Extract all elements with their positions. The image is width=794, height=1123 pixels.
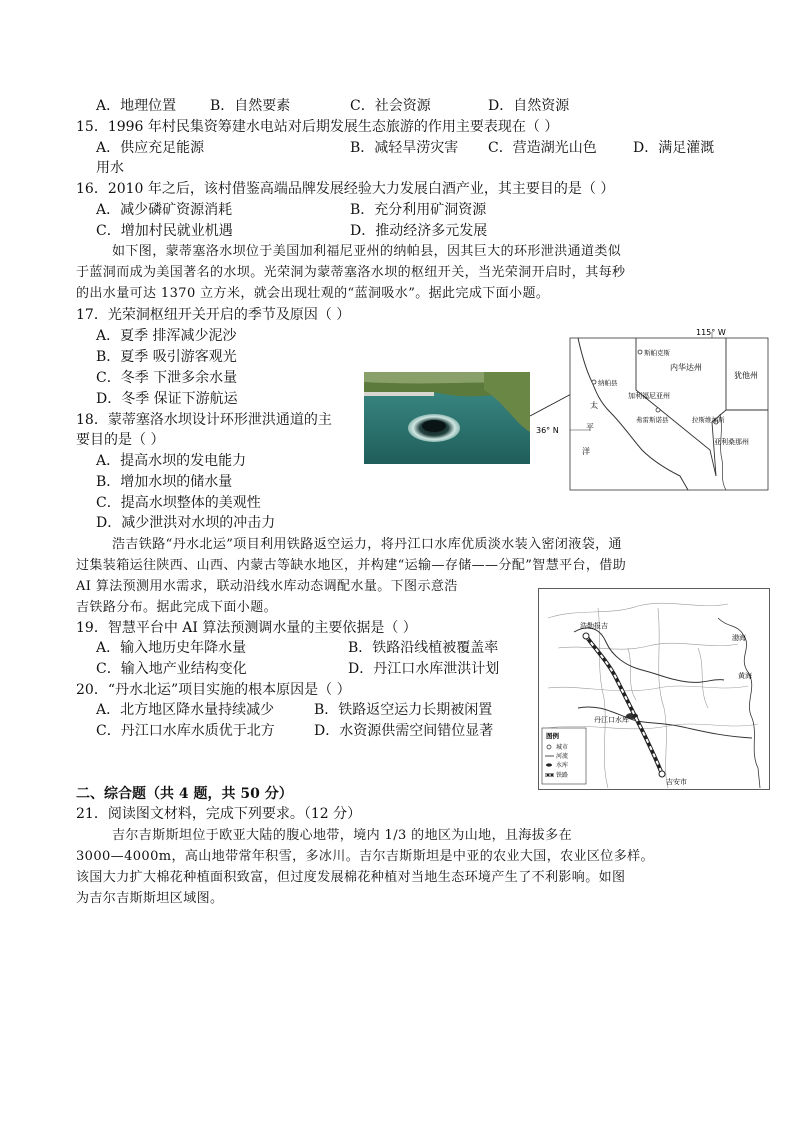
q19-option-c: C．输入地产业结构变化 xyxy=(96,661,247,677)
q15-option-d-cont: 用水 xyxy=(96,160,124,176)
haolebaoji-city-marker xyxy=(583,633,589,639)
q15-option-d: D．满足灌溉 xyxy=(633,140,715,156)
passage3-line1: 浩吉铁路“丹水北运”项目利用铁路返空运力，将丹江口水库优质淡水装入密闭液袋，通 xyxy=(112,537,622,552)
section2-title: 二、综合题（共 4 题，共 50 分） xyxy=(76,786,293,802)
q21-line2: 3000—4000m，高山地带常年积雪，多冰川。吉尔吉斯斯坦是中亚的农业大国，农业区位多样。 xyxy=(76,849,654,864)
haolebaoji-label: 浩勒报吉 xyxy=(580,622,608,630)
q18-option-d: D．减少泄洪对水坝的冲击力 xyxy=(96,515,276,531)
q18-option-a: A．提高水坝的发电能力 xyxy=(96,453,247,469)
passage3-line4: 吉铁路分布。据此完成下面小题。 xyxy=(76,600,278,615)
utah-label: 犹他州 xyxy=(734,371,758,380)
california-label: 加利福尼亚州 xyxy=(628,392,670,400)
legend-rail: 铁路 xyxy=(556,772,569,779)
q15-option-b: B．减轻旱涝灾害 xyxy=(350,140,459,156)
q15-option-a: A．供应充足能源 xyxy=(96,140,205,156)
q17-option-c: C．冬季 下泄多余水量 xyxy=(96,370,238,386)
ocean-char-2: 平 xyxy=(586,423,594,432)
passage3-line3: AI 算法预测用水需求，联动沿线水库动态调配水量。下图示意浩 xyxy=(76,579,458,594)
q21-line1: 吉尔吉斯斯坦位于欧亚大陆的腹心地带，境内 1/3 的地区为山地，且海拔多在 xyxy=(112,828,572,843)
legend-title: 图例 xyxy=(546,732,559,740)
jian-label: 吉安市 xyxy=(666,778,687,786)
huanghai-label: 黄海 xyxy=(738,672,752,680)
legend-city: 城市 xyxy=(556,744,569,751)
vegas-city-label: 拉斯维加斯 xyxy=(692,416,725,424)
q18-option-b: B．增加水坝的储水量 xyxy=(96,474,233,490)
napa-city-label: 纳帕县 xyxy=(598,379,618,387)
q16-option-a: A．减少磷矿资源消耗 xyxy=(96,202,233,218)
glory-hole-photo xyxy=(364,372,530,464)
q14-option-b: B．自然要素 xyxy=(210,98,291,114)
q21-line4: 为吉尔吉斯斯坦区域图。 xyxy=(76,891,224,906)
q16-stem: 16．2010 年之后，该村借鉴高端品牌发展经验大力发展白酒产业，其主要目的是（ ） xyxy=(76,181,615,197)
q19-option-a: A．输入地历史年降水量 xyxy=(96,640,247,656)
jian-city-marker xyxy=(659,771,665,777)
fresno-city-label: 弗雷斯诺县 xyxy=(636,416,669,424)
q18-option-c: C．提高水坝整体的美观性 xyxy=(96,495,261,511)
q21-line3: 该国大力扩大棉花种植面积致富，但过度发展棉花种植对当地生态环境产生了不利影响。如图 xyxy=(76,870,626,885)
q15-stem: 15．1996 年村民集资筹建水电站对后期发展生态旅游的作用主要表现在（ ） xyxy=(76,119,559,135)
passage2-line1: 如下图，蒙蒂塞洛水坝位于美国加利福尼亚州的纳帕县，因其巨大的环形泄洪通道类似 xyxy=(112,244,622,259)
q19-stem: 19．智慧平台中 AI 算法预测调水量的主要依据是（ ） xyxy=(76,620,417,636)
q20-option-a: A．北方地区降水量持续减少 xyxy=(96,702,275,718)
q16-option-c: C．增加村民就业机遇 xyxy=(96,223,233,239)
q21-stem: 21．阅读图文材料，完成下列要求。（12 分） xyxy=(76,806,362,822)
q20-option-b: B．铁路返空运力长期被闲置 xyxy=(314,702,493,718)
fresno-city-marker xyxy=(656,408,660,412)
ocean-char-3: 洋 xyxy=(582,447,590,456)
map1-frame xyxy=(570,338,768,490)
sparks-city-marker xyxy=(638,350,642,354)
q20-option-c: C．丹江口水库水质优于北方 xyxy=(96,723,275,739)
q17-option-a: A．夏季 排浑减少泥沙 xyxy=(96,328,237,344)
map1-lon-label: 115° W xyxy=(696,328,726,337)
legend-river: 河流 xyxy=(556,753,569,760)
passage3-line2: 过集装箱运往陕西、山西、内蒙古等缺水地区，并构建“运输—存储——分配”智慧平台，借助 xyxy=(76,558,627,573)
napa-city-marker xyxy=(592,380,596,384)
sparks-city-label: 斯帕克斯 xyxy=(644,349,670,357)
california-map xyxy=(530,326,770,492)
passage2-line3: 的出水量可达 1370 立方米，就会出现壮观的“蓝洞吸水”。据此完成下面小题。 xyxy=(76,286,550,301)
q18-stem-line1: 18．蒙蒂塞洛水坝设计环形泄洪通道的主 xyxy=(76,412,332,428)
q16-option-b: B．充分利用矿洞资源 xyxy=(350,202,487,218)
q17-stem: 17．光荣洞枢纽开关开启的季节及原因（ ） xyxy=(76,307,351,323)
haoji-railway-map xyxy=(538,588,770,790)
q18-stem-line2: 要目的是（ ） xyxy=(76,432,165,448)
legend-reservoir: 水库 xyxy=(556,762,569,769)
q19-option-d: D．丹江口水库泄洪计划 xyxy=(348,661,500,677)
q20-option-d: D．水资源供需空间错位显著 xyxy=(314,723,494,739)
map1-lat-label: 36° N xyxy=(536,426,559,435)
q14-option-a: A．地理位置 xyxy=(96,98,177,114)
q19-option-b: B．铁路沿线植被覆盖率 xyxy=(348,640,499,656)
q17-option-b: B．夏季 吸引游客观光 xyxy=(96,349,237,365)
bohai-label: 渤海 xyxy=(732,634,746,642)
q15-option-c: C．营造湖光山色 xyxy=(488,140,597,156)
arizona-label: 亚利桑那州 xyxy=(714,438,749,446)
danjiangkou-label: 丹江口水库 xyxy=(594,716,629,724)
ocean-char-1: 太 xyxy=(590,401,598,410)
q14-option-c: C．社会资源 xyxy=(350,98,431,114)
q14-option-d: D．自然资源 xyxy=(488,98,570,114)
q17-option-d: D．冬季 保证下游航运 xyxy=(96,391,238,407)
q16-option-d: D．推动经济多元发展 xyxy=(350,223,488,239)
q20-stem: 20．“丹水北运”项目实施的根本原因是（ ） xyxy=(76,682,351,698)
nevada-label: 内华达州 xyxy=(670,363,702,372)
passage2-line2: 于蓝洞而成为美国著名的水坝。光荣洞为蒙蒂塞洛水坝的枢纽开关，当光荣洞开启时，其每秒 xyxy=(76,265,626,280)
